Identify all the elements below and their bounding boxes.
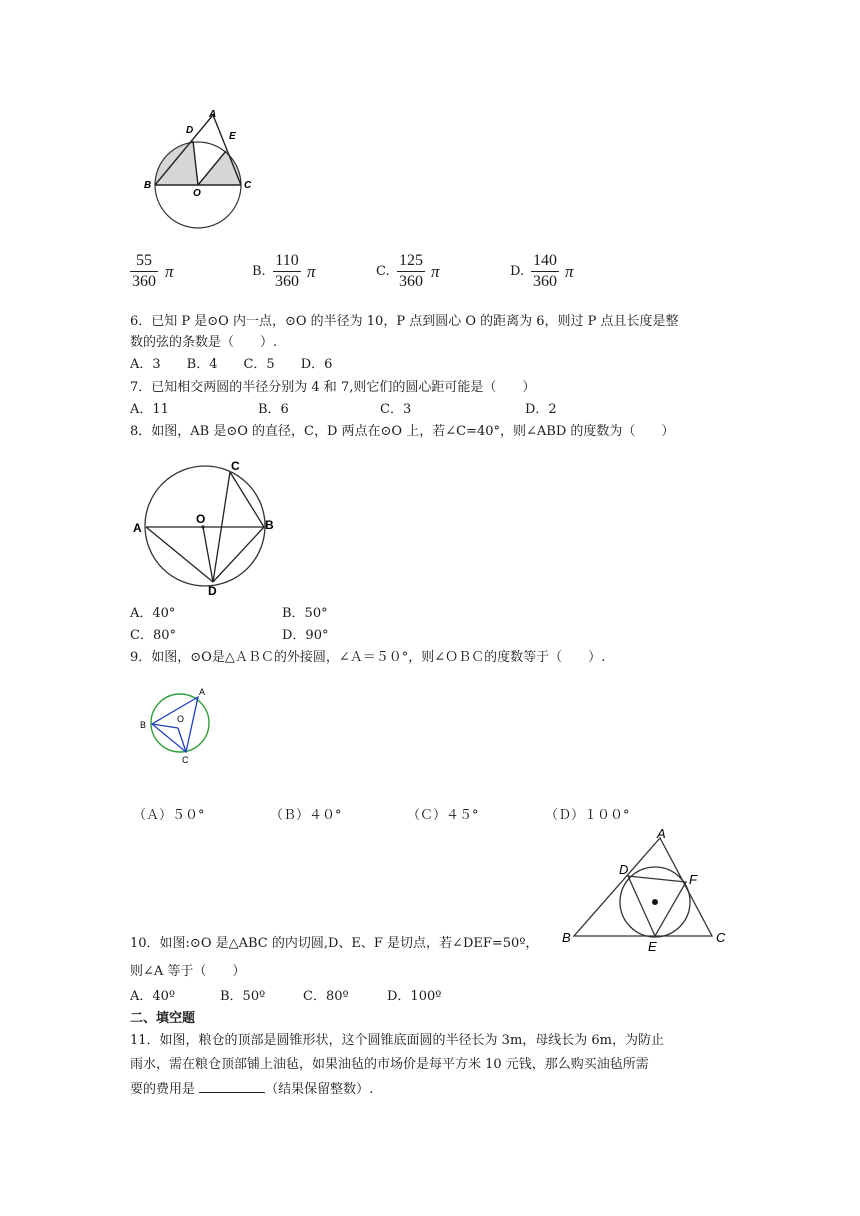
q6-stem-line-2: 数的弦的条数是（ ）. [130, 335, 278, 350]
numerator: 55 [136, 252, 152, 269]
label-d: D [619, 862, 629, 877]
q10-stem-line-1: 10．如图:⊙O 是△ABC 的内切圆,D、E、F 是切点，若∠DEF=50º， [130, 936, 539, 951]
q7-option-a: A．11 [130, 402, 169, 417]
circle-o [145, 466, 265, 586]
label-b: B [140, 720, 147, 730]
label-o: O [193, 188, 201, 199]
triangle-def [628, 876, 686, 936]
label-e: E [648, 939, 657, 954]
q8-option-c: C．80° [130, 628, 176, 643]
q9-option-c: （Ｃ）４５° [407, 808, 479, 823]
numerator: 110 [275, 252, 299, 269]
label-c: C [716, 930, 726, 945]
q7-option-d: D．2 [525, 402, 557, 417]
q10-option-a: A．40º [130, 989, 176, 1004]
q5-option-b-label: B. [252, 264, 266, 279]
figure-q9 [136, 682, 216, 768]
numerator: 125 [399, 252, 423, 269]
q10-option-c: C．80º [303, 989, 349, 1004]
q10-stem-line-2: 则∠A 等于（ ） [130, 964, 246, 979]
label-f: F [689, 872, 697, 887]
answer-blank[interactable] [199, 1080, 265, 1093]
label-o: O [177, 714, 185, 724]
label-a: A [209, 109, 217, 120]
q5-option-c-label: C. [376, 264, 390, 279]
q6-options: A．3 B．4 C．5 D．6 [130, 357, 333, 372]
label-e: E [229, 131, 236, 142]
label-d: D [186, 125, 194, 136]
figure-q8 [130, 455, 280, 600]
q8-option-d: D．90° [282, 628, 329, 643]
q11-text-before-blank: 要的费用是 [130, 1082, 200, 1097]
label-b: B [144, 180, 152, 191]
label-o: O [196, 512, 206, 526]
q7-option-c: C．3 [380, 402, 412, 417]
q11-stem-line-1: 11．如图，粮仓的顶部是圆锥形状，这个圆锥底面圆的半径长为 3m，母线长为 6m，为防止 [130, 1033, 665, 1048]
shaded-sector-left [155, 143, 198, 185]
q11-stem-line-3 [130, 1080, 373, 1099]
pi-symbol: π [565, 262, 574, 281]
figure-q10 [560, 824, 740, 956]
label-d: D [208, 584, 217, 598]
q9-option-a: （Ａ）５０° [133, 808, 205, 823]
q8-stem: 8．如图，AB 是⊙O 的直径，C，D 两点在⊙O 上，若∠C=40°，则∠ABD 的度数为（ ） [130, 424, 675, 439]
q7-option-b: B．6 [258, 402, 289, 417]
q5-option-b-fraction [273, 252, 301, 291]
label-a: A [199, 687, 206, 697]
label-c: C [244, 180, 252, 191]
pi-symbol: π [307, 262, 316, 281]
label-b: B [265, 518, 274, 532]
q8-option-a: A．40° [130, 606, 176, 621]
pi-symbol: π [165, 262, 174, 281]
label-b: B [562, 930, 571, 945]
denominator: 360 [132, 273, 156, 290]
triangle-abc [574, 838, 712, 936]
figure-q5 [140, 105, 260, 233]
center-dot [652, 899, 658, 905]
q5-option-d-fraction [531, 252, 559, 291]
denominator: 360 [275, 273, 299, 290]
pi-symbol: π [431, 262, 440, 281]
label-c: C [182, 755, 189, 765]
q5-option-c-fraction [397, 252, 425, 291]
label-c: C [231, 459, 240, 473]
q5-option-a-fraction [130, 252, 158, 291]
q10-option-b: B．50º [220, 989, 266, 1004]
numerator: 140 [533, 252, 557, 269]
q11-text-after-blank: （结果保留整数）. [265, 1082, 374, 1097]
q9-stem: 9．如图，⊙O是△ＡＢＣ的外接圆，∠Ａ＝５０°，则∠ＯＢＣ的度数等于（ ）. [130, 650, 606, 665]
q9-option-d: （Ｄ）１００° [545, 808, 630, 823]
denominator: 360 [533, 273, 557, 290]
denominator: 360 [399, 273, 423, 290]
q8-option-b: B．50° [282, 606, 328, 621]
q11-stem-line-2: 雨水，需在粮仓顶部铺上油毡，如果油毡的市场价是每平方米 10 元钱，那么购买油毡所需 [130, 1057, 649, 1072]
label-a: A [133, 521, 142, 535]
q10-option-d: D．100º [387, 989, 442, 1004]
q7-stem: 7．已知相交两圆的半径分别为 4 和 7,则它们的圆心距可能是（ ） [130, 380, 536, 395]
q5-option-d-label: D. [510, 264, 525, 279]
q9-option-b: （Ｂ）４０° [270, 808, 342, 823]
label-a: A [657, 826, 666, 841]
section-title: 二、填空题 [130, 1011, 196, 1026]
q6-stem-line-1: 6．已知 P 是⊙O 内一点，⊙O 的半径为 10，P 点到圆心 O 的距离为 6，则过 P 点且长度是整 [130, 314, 679, 329]
